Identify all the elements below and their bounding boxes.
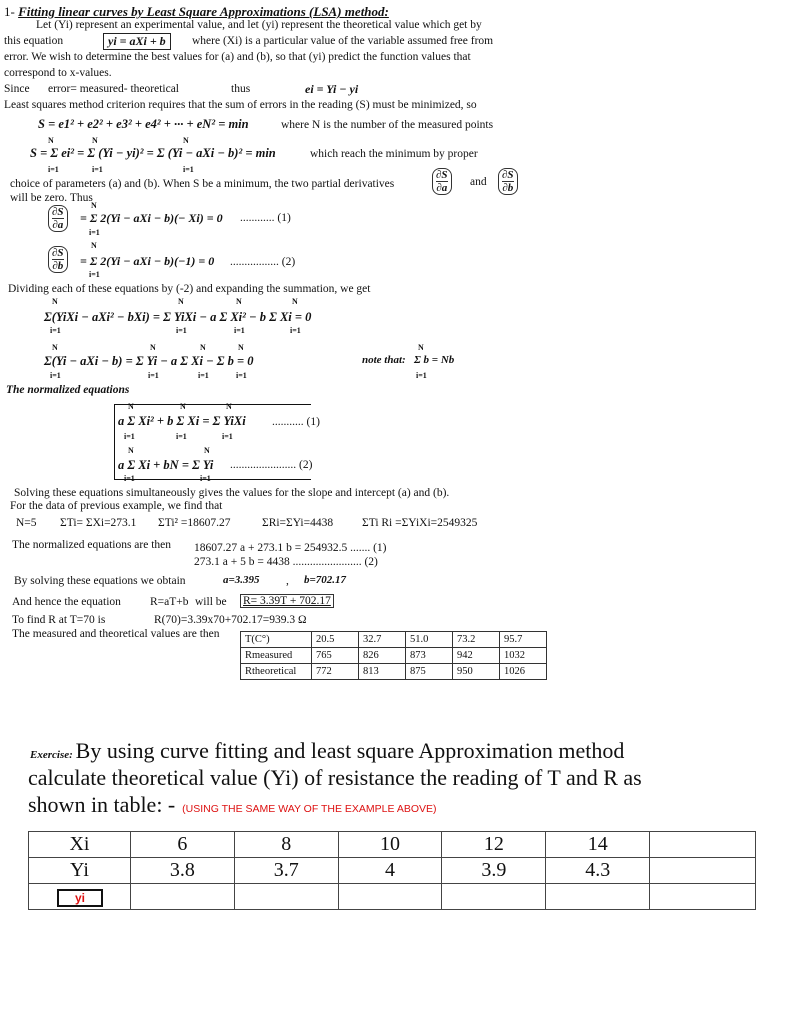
exercise-yi-empty-cell[interactable] xyxy=(130,884,234,910)
intro-line-2a: this equation xyxy=(4,35,64,47)
normalized-eq-2: a Σ Xi + bN = Σ Yi xyxy=(118,458,214,472)
intro-line-1: Let (Yi) represent an experimental value, and let (yi) represent the theoretical value which get by xyxy=(36,19,482,31)
numeric-eq-2: 273.1 a + 5 b = 4438 ........................ (2) xyxy=(194,556,378,568)
criterion-where: where N is the number of the measured points xyxy=(281,119,494,131)
sum-eq-text-3: will be zero. Thus xyxy=(10,192,93,204)
sum-tr: ΣTi Ri =ΣYiXi=2549325 xyxy=(362,517,478,529)
table-label: The measured and theoretical values are then xyxy=(12,628,220,640)
exercise-yi-label: yi xyxy=(57,889,103,907)
table-cell: 1032 xyxy=(500,648,547,664)
section-number: 1- xyxy=(4,4,15,19)
sum-r: ΣRi=ΣYi=4438 xyxy=(262,517,334,529)
table-cell: 873 xyxy=(406,648,453,664)
exercise-xi-cell: 8 xyxy=(234,832,338,858)
sum-eq-and: and xyxy=(470,176,487,188)
table-cell: 875 xyxy=(406,664,453,680)
exercise-yi-empty-cell[interactable] xyxy=(546,884,650,910)
intro-line-4: correspond to x-values. xyxy=(4,67,112,79)
exercise-empty-cell xyxy=(650,884,756,910)
criterion-text: Least squares method criterion requires that the sum of errors in the reading (S) must be minimized, so xyxy=(4,99,477,111)
partial-dots-1: ............ (1) xyxy=(240,212,291,224)
table-cell: 95.7 xyxy=(500,632,547,648)
exercise-xi-label: Xi xyxy=(29,832,131,858)
results-label: By solving these equations we obtain xyxy=(14,575,186,587)
partial-eq-1: = Σ 2(Yi − aXi − b)(− Xi) = 0 xyxy=(80,211,223,225)
exercise-xi-cell: 10 xyxy=(338,832,442,858)
hence-will-be: will be xyxy=(195,596,227,608)
normalized-label: The normalized equations xyxy=(6,384,130,396)
exercise-table xyxy=(28,831,756,910)
exercise-xi-cell: 12 xyxy=(442,832,546,858)
exercise-Yi-cell: 3.8 xyxy=(130,858,234,884)
normalized-eq-1: a Σ Xi² + b Σ Xi = Σ YiXi xyxy=(118,414,246,428)
exercise-text-1: By using curve fitting and least square Approximation method xyxy=(75,738,625,763)
table-row xyxy=(241,648,547,664)
exercise-empty-cell xyxy=(650,832,756,858)
partial-eq2-lhs: ∂S ∂b xyxy=(48,246,68,273)
expanded-eq-2: Σ(Yi − aXi − b) = Σ Yi − a Σ Xi − Σ b = 0 xyxy=(44,354,254,368)
find-label: To find R at T=70 is xyxy=(12,614,106,626)
model-equation-box: yi = aXi + b xyxy=(103,33,171,50)
exercise-Yi-cell: 3.9 xyxy=(442,858,546,884)
exercise-row-Yi xyxy=(29,858,756,884)
exercise-Yi-cell: 4.3 xyxy=(546,858,650,884)
exercise-row-xi xyxy=(29,832,756,858)
result-a: a=3.395 xyxy=(223,574,260,586)
row-header-cell: Rtheoretical xyxy=(241,664,312,680)
since-text: error= measured- theoretical xyxy=(48,83,179,95)
find-equation: R(70)=3.39x70+702.17=939.3 Ω xyxy=(154,614,307,626)
final-equation: R= 3.39T + 702.17 xyxy=(240,594,334,608)
section-heading xyxy=(4,4,389,20)
exercise-yi-empty-cell[interactable] xyxy=(234,884,338,910)
exercise-label: Exercise: xyxy=(30,749,73,761)
exercise-text-3: shown in table: - xyxy=(28,792,176,817)
exercise-yi-label-cell xyxy=(29,884,131,910)
solving-line-2: For the data of previous example, we find that xyxy=(10,500,223,512)
normalized-dots-2: ....................... (2) xyxy=(230,459,313,471)
table-cell: 20.5 xyxy=(312,632,359,648)
section-title: Fitting linear curves by Least Square Approximations (LSA) method: xyxy=(18,4,389,19)
result-b: b=702.17 xyxy=(304,574,347,586)
exercise-line-3 xyxy=(28,791,437,818)
dividing-text: Dividing each of these equations by (-2) and expanding the summation, we get xyxy=(8,283,371,295)
expanded-eq-1: Σ(YiXi − aXi² − bXi) = Σ YiXi − a Σ Xi² − b Σ Xi = 0 xyxy=(44,310,312,324)
normalized-dots-1: ........... (1) xyxy=(272,416,320,428)
exercise-text-2: calculate theoretical value (Yi) of resistance the reading of T and R as xyxy=(28,765,642,790)
table-cell: 765 xyxy=(312,648,359,664)
table-cell: 942 xyxy=(453,648,500,664)
partial-eq1-lhs: ∂S ∂a xyxy=(48,205,68,232)
sum-n: N=5 xyxy=(16,517,37,529)
intro-line-3: error. We wish to determine the best values for (a) and (b), so that (yi) predict the function values that xyxy=(4,51,471,63)
table-cell: 826 xyxy=(359,648,406,664)
partial-dots-2: ................. (2) xyxy=(230,256,296,268)
table-cell: 73.2 xyxy=(453,632,500,648)
note-label: note that: xyxy=(362,354,406,366)
table-cell: 950 xyxy=(453,664,500,680)
partial-eq-2: = Σ 2(Yi − aXi − b)(−1) = 0 xyxy=(80,254,215,268)
exercise-Yi-label: Yi xyxy=(29,858,131,884)
sum-eq-text-2: choice of parameters (a) and (b). When S be a minimum, the two partial derivatives xyxy=(10,178,395,190)
hence-label: And hence the equation xyxy=(12,596,121,608)
table-cell: 813 xyxy=(359,664,406,680)
since-thus: thus xyxy=(231,83,251,95)
exercise-empty-cell xyxy=(650,858,756,884)
normalized-then-label: The normalized equations are then xyxy=(12,539,172,551)
numeric-eq-1: 18607.27 a + 273.1 b = 254932.5 ....... (1) xyxy=(194,542,387,554)
table-row xyxy=(241,664,547,680)
partial-s-b: ∂S ∂b xyxy=(498,168,518,195)
hence-equation: R=aT+b xyxy=(150,596,189,608)
since-label: Since xyxy=(4,83,30,95)
exercise-yi-empty-cell[interactable] xyxy=(442,884,546,910)
table-cell: 1026 xyxy=(500,664,547,680)
exercise-note: (USING THE SAME WAY OF THE EXAMPLE ABOVE) xyxy=(182,803,437,815)
sum-t-squared: ΣTi² =18607.27 xyxy=(158,517,231,529)
intro-line-2b: where (Xi) is a particular value of the variable assumed free from xyxy=(192,35,494,47)
solving-line-1: Solving these equations simultaneously gives the values for the slope and intercept (a) and (b). xyxy=(14,487,450,499)
exercise-row-yi xyxy=(29,884,756,910)
sum-squares-equation: S = e1² + e2² + e3² + e4² + ··· + eN² = min xyxy=(38,117,249,131)
row-header-cell: Rmeasured xyxy=(241,648,312,664)
table-cell: 772 xyxy=(312,664,359,680)
exercise-xi-cell: 14 xyxy=(546,832,650,858)
exercise-line-1 xyxy=(30,737,624,764)
measured-theoretical-table xyxy=(240,631,547,680)
result-comma: , xyxy=(286,575,289,587)
exercise-yi-empty-cell[interactable] xyxy=(338,884,442,910)
row-header-cell: T(C°) xyxy=(241,632,312,648)
table-cell: 32.7 xyxy=(359,632,406,648)
table-row xyxy=(241,632,547,648)
table-cell: 51.0 xyxy=(406,632,453,648)
min-sum-equation: S = Σ ei² = Σ (Yi − yi)² = Σ (Yi − aXi − b)² = min xyxy=(30,146,276,160)
exercise-Yi-cell: 3.7 xyxy=(234,858,338,884)
error-equation: ei = Yi − yi xyxy=(305,82,359,96)
sum-t: ΣTi= ΣXi=273.1 xyxy=(60,517,137,529)
exercise-xi-cell: 6 xyxy=(130,832,234,858)
sum-eq-text-1: which reach the minimum by proper xyxy=(310,148,478,160)
exercise-Yi-cell: 4 xyxy=(338,858,442,884)
note-equation: Σ b = Nb xyxy=(414,354,455,366)
partial-s-a: ∂S ∂a xyxy=(432,168,452,195)
